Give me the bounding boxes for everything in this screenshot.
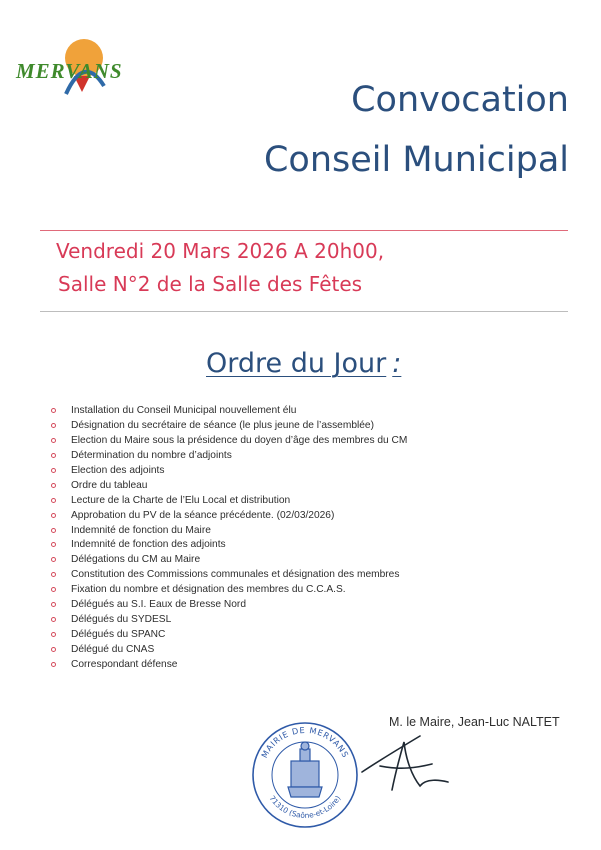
agenda-item-text: Délégué du CNAS	[71, 644, 155, 655]
bullet-circle-icon	[51, 617, 56, 622]
agenda-item	[50, 598, 407, 613]
page-title-line1: Convocation	[351, 80, 569, 120]
divider-bottom	[40, 311, 568, 312]
agenda-item	[50, 628, 407, 643]
agenda-item-text: Correspondant défense	[71, 658, 178, 670]
bullet-circle-icon	[51, 483, 56, 488]
agenda-item	[50, 449, 407, 464]
agenda-heading	[206, 347, 401, 381]
agenda-item-text: Ordre du tableau	[71, 479, 148, 491]
agenda-list	[50, 404, 407, 673]
meeting-date-time: Vendredi 20 Mars 2026 A 20h00,	[56, 239, 385, 263]
agenda-item	[50, 464, 407, 479]
agenda-item-text: Election des adjoints	[71, 464, 165, 476]
agenda-item-text: Délégués du SPANC	[71, 629, 166, 641]
bullet-circle-icon	[51, 528, 56, 533]
agenda-item-text: Constitution des Commissions communales et désignation des membres	[71, 569, 400, 581]
agenda-item-text: Indemnité de fonction du Maire	[71, 524, 211, 536]
agenda-item	[50, 538, 407, 553]
page-title-line2: Conseil Municipal	[263, 140, 569, 180]
agenda-item	[50, 643, 407, 658]
bullet-circle-icon	[51, 602, 56, 607]
signature-name: M. le Maire, Jean-Luc NALTET	[389, 715, 560, 729]
agenda-item-text: Délégués du SYDESL	[71, 614, 172, 626]
mervans-logo	[14, 36, 132, 98]
agenda-item	[50, 568, 407, 583]
bullet-circle-icon	[51, 513, 56, 518]
agenda-item-text: Indemnité de fonction des adjoints	[71, 539, 226, 551]
agenda-item	[50, 509, 407, 524]
agenda-item	[50, 419, 407, 434]
bullet-circle-icon	[51, 453, 56, 458]
bullet-circle-icon	[51, 662, 56, 667]
agenda-item-text: Délégations du CM au Maire	[71, 554, 201, 566]
bullet-circle-icon	[51, 542, 56, 547]
bullet-circle-icon	[51, 557, 56, 562]
agenda-item-text: Délégués au S.I. Eaux de Bresse Nord	[71, 599, 246, 611]
agenda-item	[50, 658, 407, 673]
bullet-circle-icon	[51, 498, 56, 503]
signature-scribble	[360, 720, 452, 792]
agenda-item-text: Election du Maire sous la présidence du doyen d’âge des membres du CM	[71, 434, 408, 446]
agenda-heading-colon: :	[392, 348, 402, 379]
town-hall-stamp	[250, 713, 360, 829]
agenda-item-text: Détermination du nombre d’adjoints	[71, 449, 232, 461]
stamp-bottom-text: 71310 (Saône-et-Loire)	[267, 793, 343, 820]
bullet-circle-icon	[51, 647, 56, 652]
bullet-circle-icon	[51, 468, 56, 473]
bullet-circle-icon	[51, 423, 56, 428]
bullet-circle-icon	[51, 438, 56, 443]
agenda-item	[50, 583, 407, 598]
agenda-heading-text: Ordre du Jour	[206, 348, 387, 379]
agenda-item-text: Lecture de la Charte de l’Elu Local et distribution	[71, 494, 291, 506]
agenda-item-text: Approbation du PV de la séance précédente. (02/03/2026)	[71, 509, 335, 521]
bullet-circle-icon	[51, 408, 56, 413]
logo-text: MERVANS	[16, 59, 123, 83]
agenda-item	[50, 553, 407, 568]
agenda-item	[50, 494, 407, 509]
agenda-item	[50, 613, 407, 628]
agenda-item	[50, 524, 407, 539]
meeting-location: Salle N°2 de la Salle des Fêtes	[58, 272, 363, 296]
agenda-item	[50, 434, 407, 449]
agenda-item	[50, 479, 407, 494]
agenda-item-text: Désignation du secrétaire de séance (le plus jeune de l’assemblée)	[71, 419, 374, 431]
agenda-item	[50, 404, 407, 419]
agenda-item-text: Installation du Conseil Municipal nouvellement élu	[71, 405, 297, 416]
divider-top	[40, 230, 568, 231]
agenda-item-text: Fixation du nombre et désignation des membres du C.C.A.S.	[71, 584, 346, 596]
bullet-circle-icon	[51, 587, 56, 592]
stamp-top-text: MAIRIE DE MERVANS	[259, 724, 351, 760]
bullet-circle-icon	[51, 572, 56, 577]
bullet-circle-icon	[51, 632, 56, 637]
